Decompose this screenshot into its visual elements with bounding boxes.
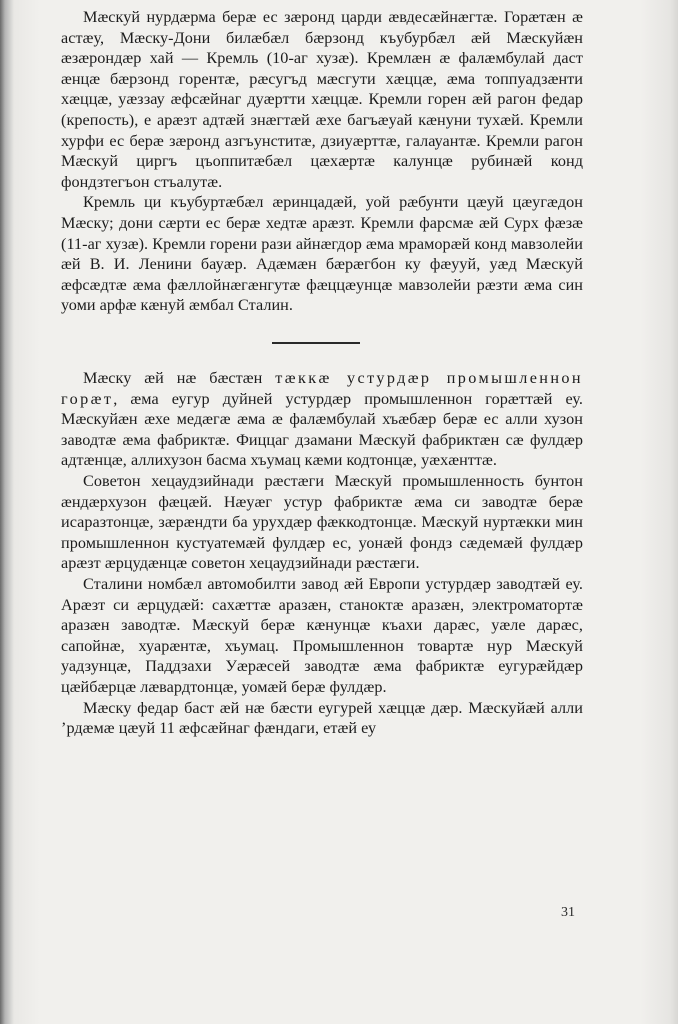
paragraph: Мæску æй нæ бæстæн тæккæ устурдæр промышленнон горæт, æма еугур дуйней устурдæр промышленнон горæттæй еу. Мæскуйæн æхе медæгæ æма æ фалæмбулай хъæбæр берæ ес алли хузон заводтæ æма фабриктæ. Фиццаг дзамани Мæскуй фабриктæн сæ фулдæр адтæнцæ, аллихузон басма хъумац кæми кодтонцæ, уæхæнттæ. [61,369,583,470]
paragraph: Сталини номбæл автомобилти завод æй Европи устурдæр заводтæй еу. Арæзт си æрцудæй: сахæттæ аразæн, станоктæ аразæн, электроматортæ аразæн заводтæ. Мæскуй берæ кæнунцæ къахи дарæс, уæле дарæс, сапойнæ, хуарæнтæ, хъумац. Промышленнон товартæ нур Мæскуй уадзунцæ, Паддзахи Уæрæсей заводтæ æма фабриктæ еугурæйдæр цæйбæрцæ лæвардтонцæ, уомæй берæ фулдæр. [61,574,583,696]
section-divider [272,342,360,344]
paragraph: Советон хецаудзийнади рæстæги Мæскуй промышленность бунтон æндæрхузон фæцæй. Нæуæг устур фабриктæ æма си заводтæ берæ исаразтонцæ, зæрæндти ба урухдæр фæккодтонцæ. Мæскуй нуртæкки мин промышленнон кустуатемæй фулдæр ес, уонæй фондз сæдемæй фулдæр арæзт æрцудæнцæ советон хецаудзийнади рæстæги. [61,471,583,573]
page-number: 31 [561,905,575,920]
paragraph: Мæскуй нурдæрма берæ ес зæронд царди æвдесæйнæгтæ. Горæтæн æ астæу, Мæску-Дони билæбæл бæрзонд къубурбæл æй Мæскуйæн æзæрондæр хай — Кремль (10-аг хузæ). Кремлæн æ фалæмбулай даст æнцæ бæрзонд горентæ, рæсугъд мæсгути хæццæ, æма топпуадзæнти хæццæ, уæззау æфсæйнаг дуæртти хæццæ. Кремли горен æй рагон федар (крепость), е арæзт адтæй знæгтæй æхе багъæуай кæнуни тухæй. Кремли хурфи ес берæ зæронд азгъунститæ, дзиуæрттæ, галауантæ. Кремли рагон Мæскуй циргъ цъоппитæбæл цæхæртæ калунцæ рубинæй конд фондзтегъон стъалутæ. [61,8,583,191]
paragraph: Кремль ци къубуртæбæл æринцадæй, уой рæбунти цæуй цæугæдон Мæску; дони сæрти ес берæ хедтæ арæзт. Кремли фарсмæ æй Сурх фæзæ (11-аг хузæ). Кремли горени рази айнæгдор æма мраморæй конд мавзолейи æй В. И. Ленини бауæр. Адæмæн бæрæгбон ку фæууй, уæд Мæскуй æфсæдтæ æма фæллойнæгæнгутæ фæццæунцæ мавзолейи рæзти æма син уоми арфæ кæнуй æмбал Сталин. [61,193,583,315]
text-block-kremlin [61,7,583,316]
paragraph: Мæску федар баст æй нæ бæсти еугурей хæццæ дæр. Мæскуйæй алли ’рдæмæ цæуй 11 æфсæйнаг фæндаги, етæй еу [61,698,583,738]
spaced-emphasis: тæккæ устурдæр промышленнон горæт [61,369,583,408]
text-block-industry [61,368,583,739]
